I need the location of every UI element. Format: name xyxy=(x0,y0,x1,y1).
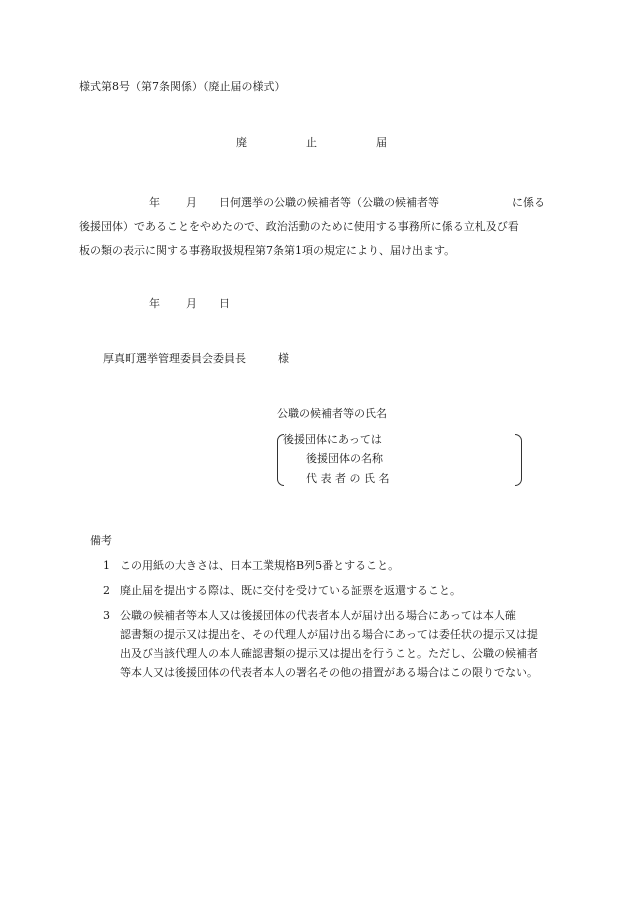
title-char-1: 廃 xyxy=(236,136,247,149)
date-year-label: 年 xyxy=(149,297,160,310)
body-line-3: 板の類の表示に関する事務取扱規程第7条第1項の規定により、届け出ます。 xyxy=(79,244,456,257)
note-3-line-4: 等本人又は後援団体の代表者本人の署名その他の措置がある場合はこの限りでない。 xyxy=(120,666,538,679)
note-3-line-1: 公職の候補者等本人又は後援団体の代表者本人が届け出る場合にあっては本人確 xyxy=(120,609,516,622)
form-label: 様式第8号（第7条関係）（廃止届の様式） xyxy=(79,80,286,93)
note-2-text: 廃止届を提出する際は、既に交付を受けている証票を返還すること。 xyxy=(120,584,461,597)
note-3-line-3: 出及び当該代理人の本人確認書類の提示又は提出を行うこと。ただし、公職の候補者 xyxy=(120,647,538,660)
title-char-2: 止 xyxy=(306,136,317,149)
notes-heading: 備考 xyxy=(90,534,112,547)
body-line-1-end: に係る xyxy=(512,196,545,209)
note-1-number: 1 xyxy=(103,559,110,572)
body-year-label: 年 xyxy=(149,196,160,209)
note-3-number: 3 xyxy=(103,609,110,622)
date-day-label: 日 xyxy=(219,297,230,310)
note-3-line-2: 認書類の提示又は提出を、その代理人が届け出る場合にあっては委任状の提示又は提 xyxy=(120,628,538,641)
representative-name-label: 代 表 者 の 氏 名 xyxy=(306,472,390,485)
group-note: 後援団体にあっては xyxy=(283,433,382,446)
body-line-1: 日何選挙の公職の候補者等（公職の候補者等 xyxy=(219,196,439,209)
addressee-name: 厚真町選挙管理委員会委員長 xyxy=(103,352,246,365)
date-month-label: 月 xyxy=(186,297,197,310)
candidate-name-label: 公職の候補者等の氏名 xyxy=(277,407,387,420)
body-month-label: 月 xyxy=(186,196,197,209)
note-2-number: 2 xyxy=(103,584,110,597)
note-1-text: この用紙の大きさは、日本工業規格B列5番とすること。 xyxy=(120,559,400,572)
body-line-2: 後援団体）であることをやめたので、政治活動のために使用する事務所に係る立札及び看 xyxy=(79,220,519,233)
group-name-label: 後援団体の名称 xyxy=(306,452,383,465)
right-bracket xyxy=(515,434,522,486)
addressee-honorific: 様 xyxy=(278,352,289,365)
title-char-3: 届 xyxy=(376,136,387,149)
